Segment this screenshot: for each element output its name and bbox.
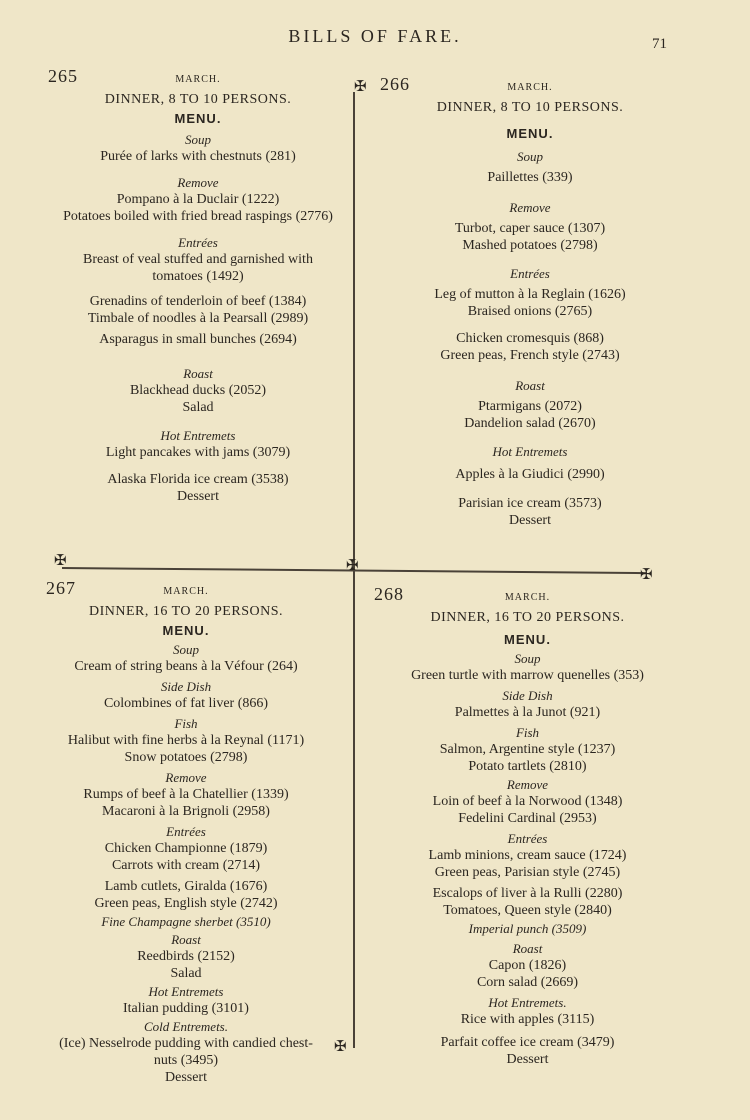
menu-label: MENU. xyxy=(504,632,551,647)
menu-item: Green peas, Parisian style (2745) xyxy=(434,865,621,880)
section-heading: Hot Entremets xyxy=(148,984,224,999)
section-heading: Roast xyxy=(515,378,545,393)
menu-item: Corn salad (2669) xyxy=(476,975,579,990)
menu-item: Paillettes (339) xyxy=(487,170,573,185)
menu-item: Timbale of noodles à la Pearsall (2989) xyxy=(87,311,309,326)
menu-label: MENU. xyxy=(506,126,554,141)
section-heading: Remove xyxy=(506,777,549,792)
menu-label: MENU. xyxy=(174,111,222,126)
menu-item: Asparagus in small bunches (2694) xyxy=(99,332,297,347)
menu-item: Chicken Championne (1879) xyxy=(104,841,268,856)
menu-item: (Ice) Nesselrode pudding with candied chest- xyxy=(59,1036,313,1051)
menu-item: Alaska Florida ice cream (3538) xyxy=(107,472,289,487)
menu-item: Dessert xyxy=(165,1070,207,1085)
section-heading: Entrées xyxy=(510,266,550,281)
menu-item: tomatoes (1492) xyxy=(152,269,244,284)
menu-item: Dessert xyxy=(177,489,219,504)
menu-item: Escalops of liver à la Rulli (2280) xyxy=(432,886,623,901)
menu-item: Italian pudding (3101) xyxy=(123,1001,249,1016)
menu-item: Salmon, Argentine style (1237) xyxy=(439,742,616,757)
section-heading: Imperial punch (3509) xyxy=(468,921,587,936)
menu-number: 266 xyxy=(380,74,410,94)
menu-268 xyxy=(370,586,685,1068)
section-heading: Soup xyxy=(173,642,199,657)
menu-item: Macaroni à la Brignoli (2958) xyxy=(102,804,270,819)
section-heading: Remove xyxy=(165,770,207,785)
menu-item: Lamb cutlets, Giralda (1676) xyxy=(104,879,268,894)
cross-ornament-right: ✠ xyxy=(640,567,653,583)
section-heading: Cold Entremets. xyxy=(143,1019,228,1034)
menu-title: DINNER, 16 TO 20 PERSONS. xyxy=(430,610,625,625)
menu-item: Reedbirds (2152) xyxy=(137,949,235,964)
menu-item: Loin of beef à la Norwood (1348) xyxy=(432,794,623,809)
menu-267 xyxy=(36,580,336,1086)
menu-item: Rumps of beef à la Chatellier (1339) xyxy=(83,787,289,802)
menu-item: Salad xyxy=(170,966,202,981)
section-heading: Hot Entremets. xyxy=(488,995,567,1010)
menu-item: Potatoes boiled with fried bread raspings (2776) xyxy=(63,209,333,224)
section-heading: Side Dish xyxy=(502,688,553,703)
menu-item: Purée of larks with chestnuts (281) xyxy=(100,149,296,164)
menu-item: Green peas, English style (2742) xyxy=(94,896,278,911)
menu-item: Blackhead ducks (2052) xyxy=(129,383,267,398)
section-heading: Entrées xyxy=(507,831,548,846)
section-heading: Fine Champagne sherbet (3510) xyxy=(101,914,271,929)
menu-item: Halibut with fine herbs à la Reynal (1171) xyxy=(67,733,305,748)
section-heading: Roast xyxy=(512,941,543,956)
menu-item: Breast of veal stuffed and garnished with xyxy=(83,252,313,267)
menu-item: Salad xyxy=(182,400,214,415)
menu-item: Pompano à la Duclair (1222) xyxy=(116,192,280,207)
menu-number: 268 xyxy=(374,584,404,604)
menu-month: MARCH. xyxy=(175,74,221,85)
section-heading: Soup xyxy=(514,651,541,666)
menu-item: Turbot, caper sauce (1307) xyxy=(454,221,606,236)
section-heading: Roast xyxy=(171,932,201,947)
section-heading: Side Dish xyxy=(160,679,212,694)
menu-item: Snow potatoes (2798) xyxy=(124,750,248,765)
menu-title: DINNER, 8 TO 10 PERSONS. xyxy=(436,100,624,115)
menu-month: MARCH. xyxy=(507,82,553,93)
menu-item: Colombines of fat liver (866) xyxy=(103,696,269,711)
menu-item: Dessert xyxy=(509,513,551,528)
section-heading: Entrées xyxy=(166,824,206,839)
section-heading: Soup xyxy=(185,132,211,147)
section-heading: Roast xyxy=(183,366,213,381)
menu-item: Leg of mutton à la Reglain (1626) xyxy=(434,287,626,302)
menu-266 xyxy=(380,76,680,529)
menu-item: Chicken cromesquis (868) xyxy=(456,331,604,346)
menu-item: Parisian ice cream (3573) xyxy=(458,496,602,511)
menu-265 xyxy=(48,68,348,505)
menu-number: 267 xyxy=(46,578,76,598)
page-header: BILLS OF FARE. xyxy=(288,26,462,46)
section-heading: Remove xyxy=(177,175,219,190)
menu-title: DINNER, 8 TO 10 PERSONS. xyxy=(104,92,292,107)
cross-ornament-left: ✠ xyxy=(54,553,67,569)
menu-month: MARCH. xyxy=(163,586,209,597)
section-heading: Remove xyxy=(509,200,551,215)
section-heading: Fish xyxy=(174,716,198,731)
menu-item: Green peas, French style (2743) xyxy=(440,348,620,363)
menu-item: Dessert xyxy=(506,1052,549,1067)
menu-item: Parfait coffee ice cream (3479) xyxy=(440,1035,615,1050)
menu-item: Potato tartlets (2810) xyxy=(468,759,587,774)
menu-item: Light pancakes with jams (3079) xyxy=(105,445,291,460)
menu-item: Braised onions (2765) xyxy=(467,304,593,319)
cross-ornament-top: ✠ xyxy=(354,79,367,95)
menu-item: Capon (1826) xyxy=(488,958,567,973)
menu-item: Mashed potatoes (2798) xyxy=(462,238,598,253)
menu-item: Cream of string beans à la Véfour (264) xyxy=(74,659,298,674)
menu-item: Ptarmigans (2072) xyxy=(478,399,582,414)
menu-item: Tomatoes, Queen style (2840) xyxy=(443,903,612,918)
menu-item: Grenadins of tenderloin of beef (1384) xyxy=(89,294,307,309)
section-heading: Entrées xyxy=(178,235,218,250)
section-heading: Hot Entremets xyxy=(492,444,568,459)
menu-item: Lamb minions, cream sauce (1724) xyxy=(428,848,627,863)
menu-item: nuts (3495) xyxy=(153,1053,219,1068)
section-heading: Soup xyxy=(517,149,543,164)
menu-item: Dandelion salad (2670) xyxy=(464,416,596,431)
section-heading: Hot Entremets xyxy=(160,428,236,443)
menu-label: MENU. xyxy=(162,623,210,638)
cross-ornament-center: ✠ xyxy=(346,558,359,574)
menu-month: MARCH. xyxy=(504,592,551,603)
cross-ornament-bottom: ✠ xyxy=(334,1039,347,1055)
menu-item: Fedelini Cardinal (2953) xyxy=(458,811,597,826)
page-number: 71 xyxy=(652,36,667,52)
menu-item: Apples à la Giudici (2990) xyxy=(455,467,605,482)
menu-title: DINNER, 16 TO 20 PERSONS. xyxy=(88,604,283,619)
menu-item: Palmettes à la Junot (921) xyxy=(454,705,601,720)
section-heading: Fish xyxy=(515,725,540,740)
menu-number: 265 xyxy=(48,66,78,86)
menu-item: Rice with apples (3115) xyxy=(460,1012,595,1027)
menu-item: Green turtle with marrow quenelles (353) xyxy=(411,668,644,683)
menu-item: Carrots with cream (2714) xyxy=(111,858,261,873)
